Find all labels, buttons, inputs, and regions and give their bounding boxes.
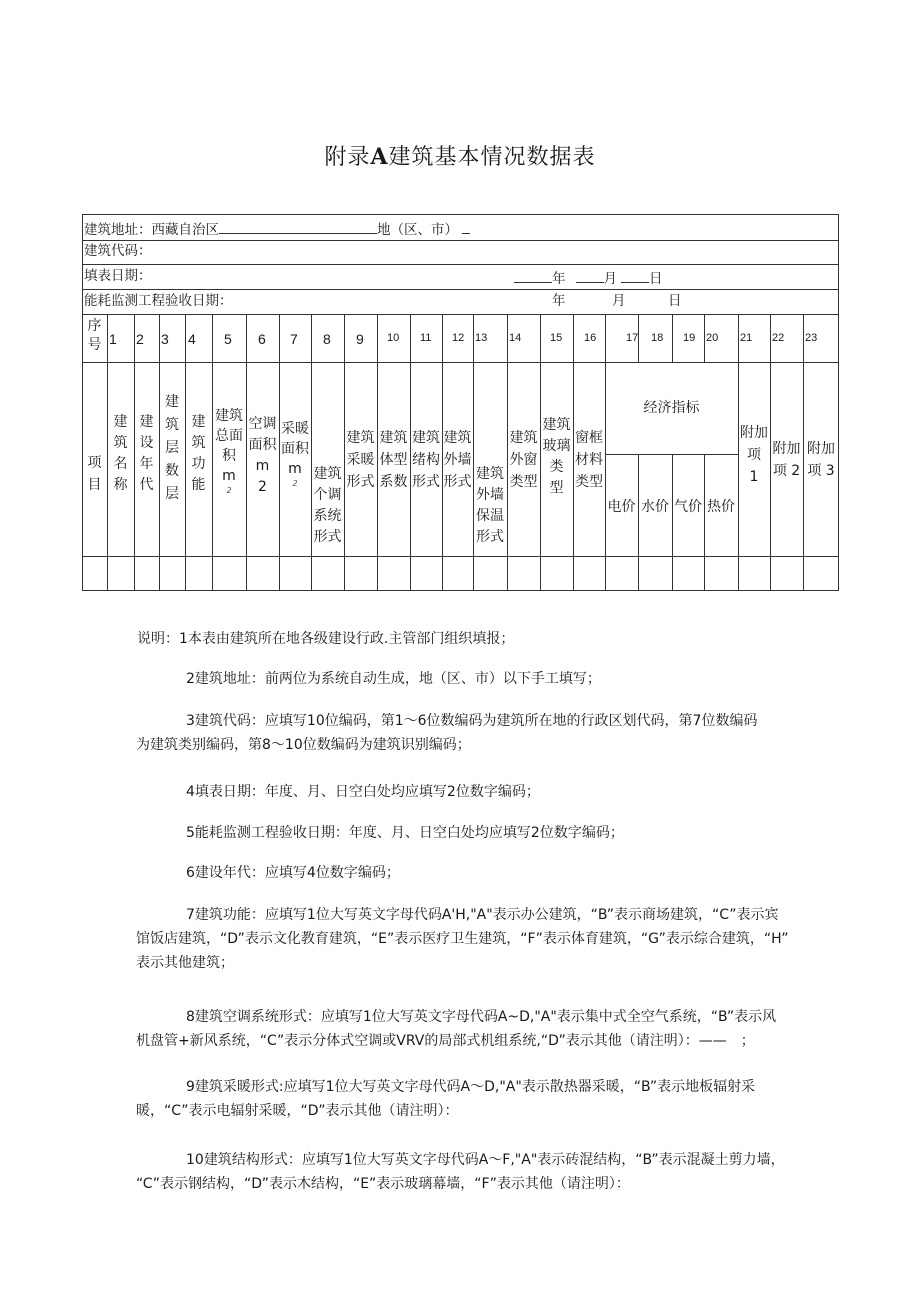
header-construction-year-1: 建 — [139, 414, 154, 430]
note-1: 说明：1本表由建筑所在地各级建设行政.主管部门组织填报； — [137, 631, 515, 647]
address-suffix: 地（区、市） — [377, 222, 458, 238]
note-7-line-3: 表示其他建筑； — [136, 955, 234, 971]
note-6: 6建设年代：应填写4位数字编码； — [186, 865, 400, 881]
header-floor-count — [159, 391, 185, 506]
header-ac-system-4: 形式 — [313, 529, 342, 545]
header-heat-price: 热价 — [707, 499, 735, 515]
header-building-function-4: 能 — [191, 477, 206, 493]
address-label: 建筑地址： — [84, 222, 152, 238]
header-structure-form — [410, 427, 442, 493]
header-floor-count-4: 数 — [165, 463, 179, 479]
header-additional-1-1: 附加 — [740, 425, 768, 441]
header-building-function-1: 建 — [191, 414, 206, 430]
note-9-line-2: 暖，“C”表示电辐射采暖，“D”表示其他（请注明）： — [136, 1103, 459, 1119]
header-building-function — [185, 412, 212, 496]
col-number: 22 — [772, 332, 785, 344]
header-ac-area-1: 空调 — [248, 416, 277, 432]
header-ac-system-1: 建筑 — [313, 466, 342, 482]
header-ac-system — [311, 464, 344, 548]
header-building-name-3: 名 — [113, 456, 128, 472]
header-water-price: 水价 — [641, 499, 669, 515]
header-additional-1-2: 项 — [747, 447, 761, 463]
header-additional-2 — [770, 438, 803, 482]
header-construction-year — [134, 412, 159, 496]
header-frame-material-3: 类型 — [575, 474, 603, 490]
note-3 — [136, 709, 852, 757]
col-number: 7 — [290, 331, 298, 347]
col-number: 20 — [706, 332, 719, 344]
header-glass-type-3: 类 — [549, 459, 564, 475]
col-number: 13 — [475, 332, 488, 344]
address-blank[interactable] — [219, 221, 377, 234]
note-10-line-1: 10建筑结构形式：应填写1位大写英文字母代码A～F,"A"表示砖混结构，“B”表示混凝土剪力墙， — [186, 1152, 785, 1168]
col-number: 23 — [805, 332, 818, 344]
col-number: 2 — [136, 331, 144, 347]
header-heating-area-1: 采暖 — [281, 421, 309, 437]
note-7 — [136, 903, 852, 975]
header-window-type-3: 类型 — [509, 474, 538, 490]
col-number: 16 — [584, 332, 597, 344]
address-blank-2[interactable] — [462, 221, 470, 234]
header-wall-insulation-1: 建筑 — [476, 466, 504, 482]
acceptance-date-label: 能耗监测工程验收日期： — [84, 293, 233, 309]
header-shape-coefficient-1: 建筑 — [379, 430, 408, 446]
note-7-line-2: 馆饭店建筑，“D”表示文化教育建筑，“E”表示医疗卫生建筑，“F”表示体育建筑，“G”表示综合建筑，“H” — [136, 931, 789, 947]
header-economic-indicators: 经济指标 — [643, 400, 700, 416]
header-additional-1 — [738, 422, 770, 488]
header-ac-system-2: 个调 — [313, 487, 342, 503]
col-number: 10 — [387, 332, 400, 344]
header-external-wall — [442, 427, 473, 493]
header-total-area-1: 建筑 — [215, 408, 243, 424]
header-external-wall-3: 形式 — [443, 474, 472, 490]
col-number: 4 — [188, 331, 196, 347]
building-data-table — [82, 214, 839, 591]
note-10-line-2: “C”表示钢结构，“D”表示木结构，“E”表示玻璃幕墙，“F”表示其他（请注明）： — [136, 1176, 630, 1192]
note-8 — [136, 1005, 852, 1053]
header-heating-form-1: 建筑 — [346, 430, 375, 446]
header-floor-count-2: 筑 — [165, 417, 179, 433]
header-total-area-3: 积 — [222, 448, 236, 464]
title-text: 建筑基本情况数据表 — [388, 145, 596, 170]
header-ac-system-3: 系统 — [313, 508, 342, 524]
col-number: 5 — [224, 331, 232, 347]
col-number: 15 — [550, 332, 563, 344]
header-building-name-2: 筑 — [113, 435, 128, 451]
header-shape-coefficient-2: 体型 — [379, 452, 408, 468]
col-number: 3 — [161, 331, 169, 347]
header-frame-material-1: 窗框 — [575, 430, 603, 446]
header-heating-form-2: 采暖 — [346, 452, 375, 468]
header-heating-form — [344, 427, 377, 493]
header-shape-coefficient-3: 系数 — [379, 474, 408, 490]
header-additional-3 — [803, 438, 839, 482]
fill-month-blank[interactable] — [576, 270, 604, 283]
header-frame-material-2: 材料 — [575, 452, 603, 468]
header-wall-insulation-4: 形式 — [476, 529, 504, 545]
note-3-line-2: 为建筑类别编码，第8～10位数编码为建筑识别编码； — [136, 737, 471, 753]
header-additional-3-2: 项 3 — [807, 463, 835, 479]
col-number: 9 — [356, 331, 364, 347]
header-glass-type-4: 型 — [549, 480, 564, 496]
note-9-line-1: 9建筑采暖形式:应填写1位大写英文字母代码A～D,"A"表示散热器采暖，“B”表示地板辐射采 — [186, 1079, 756, 1095]
title-prefix: 附录 — [324, 145, 371, 170]
header-building-name-1: 建 — [113, 414, 128, 430]
header-window-type-2: 外窗 — [509, 452, 538, 468]
col-number: 6 — [258, 331, 266, 347]
fill-date-fields — [514, 270, 663, 287]
header-building-function-2: 筑 — [191, 435, 206, 451]
header-wall-insulation — [473, 464, 507, 548]
fill-date-label: 填表日期： — [84, 268, 152, 284]
header-shape-coefficient — [377, 427, 410, 493]
acceptance-year-label: 年 — [552, 293, 566, 309]
header-building-function-3: 功 — [191, 456, 206, 472]
fill-month-label: 月 — [603, 271, 617, 287]
header-construction-year-3: 年 — [139, 456, 154, 472]
header-wall-insulation-2: 外墙 — [476, 487, 504, 503]
header-heating-area — [279, 419, 311, 489]
note-3-line-1: 3建筑代码：应填写10位编码，第1～6位数编码为建筑所在地的行政区划代码，第7位数编码 — [186, 713, 758, 729]
header-construction-year-4: 代 — [139, 477, 154, 493]
building-code-label: 建筑代码： — [84, 243, 152, 259]
note-8-line-2: 机盘管+新风系统，“C”表示分体式空调或VRV的局部式机组系统,“D”表示其他（请注明）：—— ； — [136, 1033, 755, 1049]
title-letter: A — [370, 144, 389, 170]
header-total-area-2: 总面 — [215, 428, 243, 444]
header-ac-area-3: m — [255, 458, 270, 474]
col-number: 1 — [109, 331, 117, 347]
header-floor-count-5: 层 — [165, 486, 179, 502]
seq-label-2: 号 — [87, 337, 102, 353]
item-label-2: 目 — [87, 477, 102, 493]
header-building-name — [107, 412, 134, 496]
col-number: 17 — [626, 332, 639, 344]
page-title — [0, 140, 920, 171]
header-heating-area-unit: 2 — [292, 479, 298, 488]
header-window-type-1: 建筑 — [509, 430, 538, 446]
header-electricity-price: 电价 — [607, 499, 636, 515]
note-2: 2建筑地址：前两位为系统自动生成，地（区、市）以下手工填写； — [186, 671, 601, 687]
col-number: 14 — [509, 332, 522, 344]
header-frame-material — [573, 427, 605, 493]
header-heating-area-2: 面积 — [281, 441, 309, 457]
note-8-line-1: 8建筑空调系统形式：应填写1位大写英文字母代码A~D,"A"表示集中式全空气系统，“B”表示风 — [186, 1009, 777, 1025]
fill-year-label: 年 — [552, 271, 566, 287]
header-structure-form-1: 建筑 — [412, 430, 440, 446]
header-additional-3-1: 附加 — [807, 441, 835, 457]
header-glass-type-1: 建筑 — [542, 417, 571, 433]
header-total-area-4: m — [222, 468, 236, 484]
header-external-wall-2: 外墙 — [443, 452, 472, 468]
header-floor-count-1: 建 — [165, 394, 179, 410]
header-total-area-unit: 2 — [226, 486, 232, 495]
header-floor-count-3: 层 — [165, 440, 179, 456]
address-region: 西藏自治区 — [151, 222, 219, 238]
header-glass-type — [540, 415, 573, 499]
note-9 — [136, 1075, 852, 1123]
col-number: 18 — [651, 332, 664, 344]
fill-year-blank[interactable] — [514, 270, 552, 283]
header-structure-form-3: 形式 — [412, 474, 440, 490]
header-heating-area-3: m — [288, 461, 302, 477]
header-ac-area-4: 2 — [258, 479, 267, 495]
address-row — [84, 221, 470, 238]
header-additional-2-1: 附加 — [772, 441, 801, 457]
header-heating-form-3: 形式 — [346, 474, 375, 490]
item-label-1: 项 — [87, 455, 102, 471]
header-structure-form-2: 绪构 — [412, 452, 440, 468]
col-number: 11 — [420, 332, 432, 344]
note-7-line-1: 7建筑功能：应填写1位大写英文字母代码A'H,"A"表示办公建筑，“B”表示商场建筑，“C”表示宾 — [186, 907, 779, 923]
header-total-area — [212, 406, 246, 496]
header-gas-price: 气价 — [674, 499, 702, 515]
header-window-type — [507, 427, 540, 493]
fill-day-blank[interactable] — [621, 270, 649, 283]
seq-label-1: 序 — [87, 318, 102, 334]
header-glass-type-2: 玻璃 — [542, 438, 571, 454]
fill-day-label: 日 — [649, 271, 663, 287]
note-5: 5能耗监测工程验收日期：年度、月、日空白处均应填写2位数字编码； — [186, 825, 624, 841]
header-building-name-4: 称 — [113, 477, 128, 493]
col-number: 21 — [740, 332, 753, 344]
header-ac-area — [246, 414, 279, 498]
header-ac-area-2: 面积 — [248, 437, 277, 453]
header-additional-1-3: 1 — [749, 469, 759, 485]
acceptance-day-label: 日 — [668, 293, 682, 309]
col-number: 8 — [323, 331, 331, 347]
col-number: 19 — [683, 332, 696, 344]
header-construction-year-2: 设 — [139, 435, 154, 451]
acceptance-month-label: 月 — [612, 293, 626, 309]
note-4: 4填表日期：年度、月、日空白处均应填写2位数字编码； — [186, 784, 540, 800]
item-label — [82, 452, 107, 496]
col-number: 12 — [452, 332, 465, 344]
note-10 — [136, 1148, 852, 1196]
header-additional-2-2: 项 2 — [772, 463, 801, 479]
header-external-wall-1: 建筑 — [443, 430, 472, 446]
seq-label — [82, 317, 107, 355]
header-wall-insulation-3: 保温 — [476, 508, 504, 524]
